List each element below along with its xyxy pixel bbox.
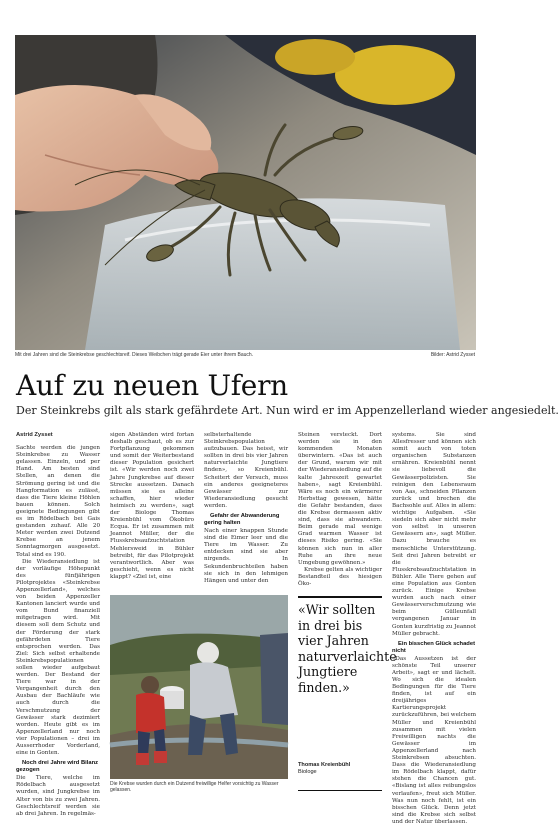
pull-quote-bottom-rule — [298, 790, 382, 791]
paragraph: Die Tiere, welche im Rödelbach ausgesetzt wurden, sind Jungkrebse im Alter von bis zu zwei Jahren. Geschlechtsreif werden sie ab drei Jahren. In regelmäs- — [16, 775, 100, 817]
paragraph: Die Wiederansiedlung ist der vorläufige Höhepunkt des fünfjährigen Pilotprojektes «Steinkrebse Appenzellerland», welches von beiden Appenzeller Kantonen lanciert wurde und vom Bund finanziell mitgetragen wird. Mit diesem soll dem Schutz und der Förderung der stark gefährdeten Tiere entsprochen werden. Das Ziel: Sich selbst erhaltende Steinkrebspopulationen sollen wieder aufgebaut werden. Der Bestand der Tiere war in der Vergangenheit durch den Ausbau der Bachläufe wie auch durch die Verschmutzung der Gewässer stark dezimiert worden. Heute gibt es im Appenzellerland nur noch vier Populationen – drei im Ausserrhoder Vorderland, eine in Gonten. — [16, 558, 100, 757]
paragraph: Steinen versteckt. Dort werden sie in den kommenden Monaten überwintern. «Das ist auch der Grund, warum wir mit der Wiederansiedlung auf die kalte Jahreszeit gewartet haben», sagt Kreienbühl. Wäre es noch ein wärmerer Herbsttag gewesen, hätte die Gefahr bestanden, dass die Krebse dermassen aktiv sind, dass sie abwandern. Beim gerade mal wenige Grad warmen Wasser ist dieses Risiko gering. «Sie können sich nun in aller Ruhe an ihre neue Umgebung gewöhnen.» — [298, 432, 382, 566]
author-byline: Astrid Zysset — [16, 432, 53, 438]
article-lede: Der Steinkrebs gilt als stark gefährdete Art. Nun wird er im Appenzellerland wieder angesiedelt. — [16, 404, 559, 417]
helpers-photo — [110, 595, 288, 779]
article-column-3 — [204, 432, 288, 592]
crayfish-photo-illustration — [15, 35, 476, 350]
subheading: Gefahr der Abwanderung gering halten — [204, 513, 280, 527]
pull-quote: «Wir sollten in drei bis vier Jahren naturverlaichte Jungtiere finden.» — [298, 602, 397, 695]
paragraph: Nach einer knappen Stunde sind die Eimer leer und die Tiere im Wasser. Zu entdecken sind sie aber nirgends. In Sekundenbruchteilen haben sie sich in den lehmigen Hängen und unter den — [204, 528, 288, 584]
helpers-photo-caption: Die Krebse wurden durch ein Dutzend freiwillige Helfer vorsichtig zu Wasser gelassen. — [110, 781, 279, 793]
article-column-5 — [392, 432, 477, 825]
article-column-1 — [16, 432, 100, 817]
pull-quote-rule — [298, 596, 382, 598]
paragraph: Krebse gelten als wichtiger Bestandteil des hiesigen Öko- — [298, 566, 383, 587]
pull-quote-source — [298, 762, 382, 776]
paragraph: Sachte werden die jungen Steinkrebse zu Wasser gelassen. Einzeln, und per Hand. Am besten sind Stellen, an denen die Strömung gering ist und die Hangformation es zulässt, dass die Tiere kleine Höhlen bauen können. Solch geeignete Bedingungen gibt es im Rödelbach bei Gais gestanden zuhauf. Alle 20 Meter werden zwei Dutzend Krebse an jenem Sonntagmorgen ausgesetzt. Total sind es 190. — [16, 445, 100, 558]
quote-name: Thomas Kreienbühl — [298, 762, 351, 768]
article-column-4 — [298, 432, 382, 592]
photo-credit: Bilder: Astrid Zysset — [430, 352, 475, 358]
crayfish-photo — [15, 35, 476, 350]
photo-caption: Mit drei Jahren sind die Steinkrebse geschlechtsreif. Dieses Weibchen trägt gerade Eier unter ihrem Bauch. — [15, 352, 254, 358]
subheading: Ein bisschen Glück schadet nicht — [392, 640, 475, 654]
subheading: Noch drei Jahre wird Bilanz gezogen — [16, 760, 99, 774]
paragraph: sigen Abständen wird fortan deshalb geschaut, ob es zur Fortpflanzung gekommen und somit der Weiterbestand dieser Population gesichert ist. «Wir werden noch zwei Jahre Jungkrebse auf dieser Strecke aussetzen. Danach müssen sie es alleine schaffen, hier wieder heimisch zu werden», sagt der Biologe Thomas Kreienbühl vom Ökobüro Ecqua. Er ist zusammen mit Jeannot Müller, der die Flusskrebsaufzuchtstation Mehlersweid in Bühler betreibt, für das Pilotprojekt verantwortlich. Aber was geschieht, wenn es nicht klappt? «Ziel ist, eine — [110, 432, 194, 580]
article-column-2 — [110, 432, 194, 592]
paragraph: selbsterhaltende Steinkrebspopulation aufzubauen. Das heisst, wir sollten in drei bis vier Jahren naturverlaichte Jungtiere finden», so Kreienbühl. Scheitert der Versuch, muss ein anderes geeigneteres Gewässer zur Wiederansiedlung gesucht werden. — [204, 432, 288, 509]
paragraph: «Das Aussetzen ist der schönste Teil unserer Arbeit», sagt er und lächelt. Wo sich die idealen Bedingungen für die Tiere finden, ist auf ein dreijähriges Kartierungsprojekt zurückzuführen, bei welchem Müller und Kreienbühl zusammen mit vielen Freiwilligen nachts die Gewässer im Appenzellerland nach Steinkrebsen absuchten. Dass die Wiederansiedlung im Rödelbach klappt, dafür stehen die Chancen gut. «Bislang ist alles reibungslos verlaufen», freut sich Müller. Was nun noch fehlt, ist ein bisschen Glück. Denn jetzt sind die Krebse sich selbst und der Natur überlassen. — [392, 655, 477, 825]
paragraph: systems. Sie sind Allesfresser und können sich somit auch von toten organischen Substanzen ernähren. Kreienbühl nennt sie liebevoll die Gewässerpolizisten. Sie reinigen den Lebensraum von Aas, schneiden Pflanzen zurück und brechen die Bachsohle auf. Alles in allem: wichtige Aufgaben. «Sie siedeln sich aber nicht mehr von selbst in unseren Gewässern an», sagt Müller. Dazu brauche es menschliche Unterstützung. Seit drei Jahren betreibt er die Flusskrebsaufzuchtstation in Bühler. Alle Tiere gehen auf eine Population aus Gonten zurück. Einige Krebse wurden auch nach einer Gewässerverschmutzung wie beim Gülleunfall vergangenen Januar in Gonten kurzfristig zu Jeannot Müller gebracht. — [392, 432, 476, 637]
article-headline: Auf zu neuen Ufern — [16, 369, 288, 402]
quote-role: Biologe — [298, 769, 317, 775]
helpers-photo-illustration — [110, 595, 288, 779]
